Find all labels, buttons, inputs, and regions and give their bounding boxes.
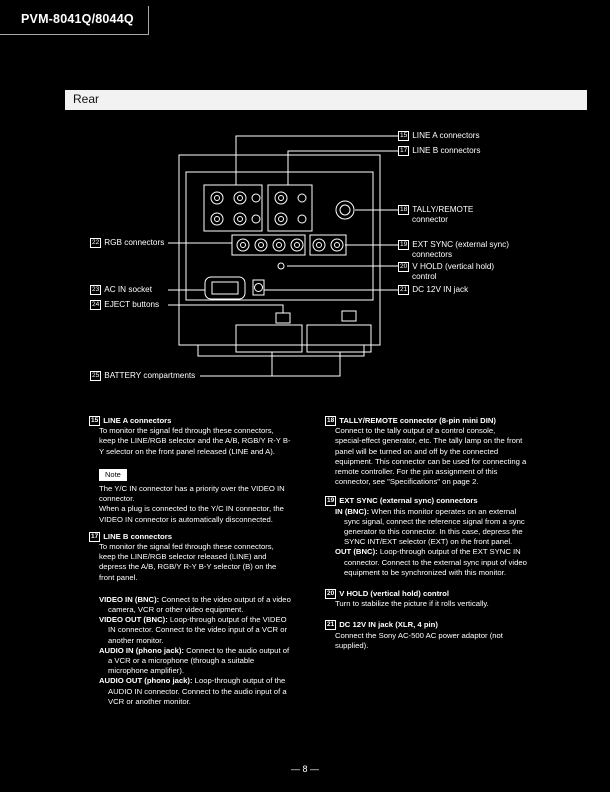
ext-sync-jack-2: [331, 239, 343, 251]
note-badge: Note: [99, 469, 127, 481]
line-b-jack-1: [275, 192, 287, 204]
left-column: 15 LINE A connectors To monitor the signal fed through these connectors, keep the LINE/RGB selector and the A/B, RGB/Y R-Y B- Y selector on the front panel released (LINE and A). Note The Y/C IN connector has a priority over the VIDEO IN connector. When a plug is connected to the Y/C IN connector, the VIDEO IN connector is automatically disconnected. 17 LINE B connectors To monitor the signal fed through these connectors, keep the LINE/RGB selector released (LINE) and depress the A/B, RGB/Y R-Y B-Y selector (B) on the front panel. VIDEO IN (BNC): Connect to the video output of a video camera, VCR or other video equipment. VIDEO OUT (BNC): Loop-through output of the VIDEO IN connector. Connect to the video input of a VCR or another monitor. AUDIO IN (phono jack): Connect to the audio output of a VCR or a microphone (through a suitable microphone amplifier). AUDIO OUT (phono jack): Loop-through output of the AUDIO IN connector. Connect to the audio input of a VCR or another monitor.: [89, 416, 311, 707]
section-title: Rear: [73, 92, 100, 106]
heading-v-hold: 20 V HOLD (vertical hold) control: [327, 589, 450, 599]
label-v-hold: 20 V HOLD (vertical hold) control: [400, 262, 495, 281]
line-a-jack-3: [252, 194, 260, 202]
monitor-base: [198, 345, 364, 356]
line-a-jack-5: [234, 213, 246, 225]
eject-button-1: [276, 313, 290, 323]
heading-tally: 18 TALLY/REMOTE connector (8-pin mini DIN): [327, 416, 496, 425]
line-b-jack-3: [275, 213, 287, 225]
monitor-body: [179, 155, 380, 345]
line-a-jack-2: [234, 192, 246, 204]
battery-compartment-1: [236, 325, 302, 352]
eject-button-2: [342, 311, 356, 321]
v-hold-control: [278, 263, 284, 269]
label-dc-in: 21 DC 12V IN jack: [400, 285, 469, 294]
right-column: 18 TALLY/REMOTE connector (8-pin mini DIN) Connect to the tally output of a control console, special-effect generator, etc. The tally lamp on the front panel will be turned on and off by the connected equipment. This connector can be used for connecting a remote controller. For the pin assignment of this connector, see "Specifications" on page 2. 19 EXT SYNC (external sync) connectors IN (BNC): When this monitor operates on an external sync signal, connect the reference signal from a sync generator to this connector. In this case, depress the SYNC INT/EXT selector (EXT) on the front panel. OUT (BNC): Loop-through output of the EXT SYNC IN connector. Connect to the external sync input of video equipment to be synchronized with this monitor. 20 V HOLD (vertical hold) control Turn to stabilize the picture if it rolls vertically. 21 DC 12V IN jack (XLR, 4 pin) Connect the Sony AC-500 AC power adaptor (not supplied).: [325, 416, 565, 651]
label-ac-in: 23 AC IN socket: [92, 285, 153, 294]
ext-sync-panel: [310, 235, 346, 255]
label-tally: 18 TALLY/REMOTE connector: [400, 205, 474, 224]
line-a-jack-4: [211, 213, 223, 225]
page-number: — 8 —: [290, 764, 319, 774]
ac-in-socket: [205, 277, 245, 299]
label-line-a: 15 LINE A connectors: [400, 131, 480, 140]
heading-line-a: 15 LINE A connectors: [91, 416, 172, 425]
label-eject: 24 EJECT buttons: [92, 300, 160, 309]
rgb-jack-1: [237, 239, 249, 251]
line-b-jack-2: [298, 194, 306, 202]
heading-ext-sync: 19 EXT SYNC (external sync) connectors: [327, 496, 478, 506]
battery-compartment-2: [307, 325, 371, 352]
tally-remote-connector: [336, 201, 354, 219]
heading-dc-in: 21 DC 12V IN jack (XLR, 4 pin): [327, 620, 438, 630]
line-b-panel: [268, 185, 312, 231]
rgb-jack-3: [273, 239, 285, 251]
label-battery: 25 BATTERY compartments: [92, 371, 196, 380]
label-rgb: 22 RGB connectors: [92, 238, 165, 247]
line-a-panel: [204, 185, 262, 231]
model-header: PVM-8041Q/8044Q: [21, 12, 134, 26]
monitor-inner: [186, 172, 373, 300]
rgb-jack-4: [291, 239, 303, 251]
line-a-jack-6: [252, 215, 260, 223]
label-ext-sync: 19 EXT SYNC (external sync) connectors: [400, 240, 509, 259]
label-line-b: 17 LINE B connectors: [400, 146, 481, 155]
line-b-jack-4: [298, 215, 306, 223]
rgb-jack-2: [255, 239, 267, 251]
heading-line-b: 17 LINE B connectors: [91, 531, 173, 541]
ext-sync-jack-1: [313, 239, 325, 251]
line-a-jack-1: [211, 192, 223, 204]
